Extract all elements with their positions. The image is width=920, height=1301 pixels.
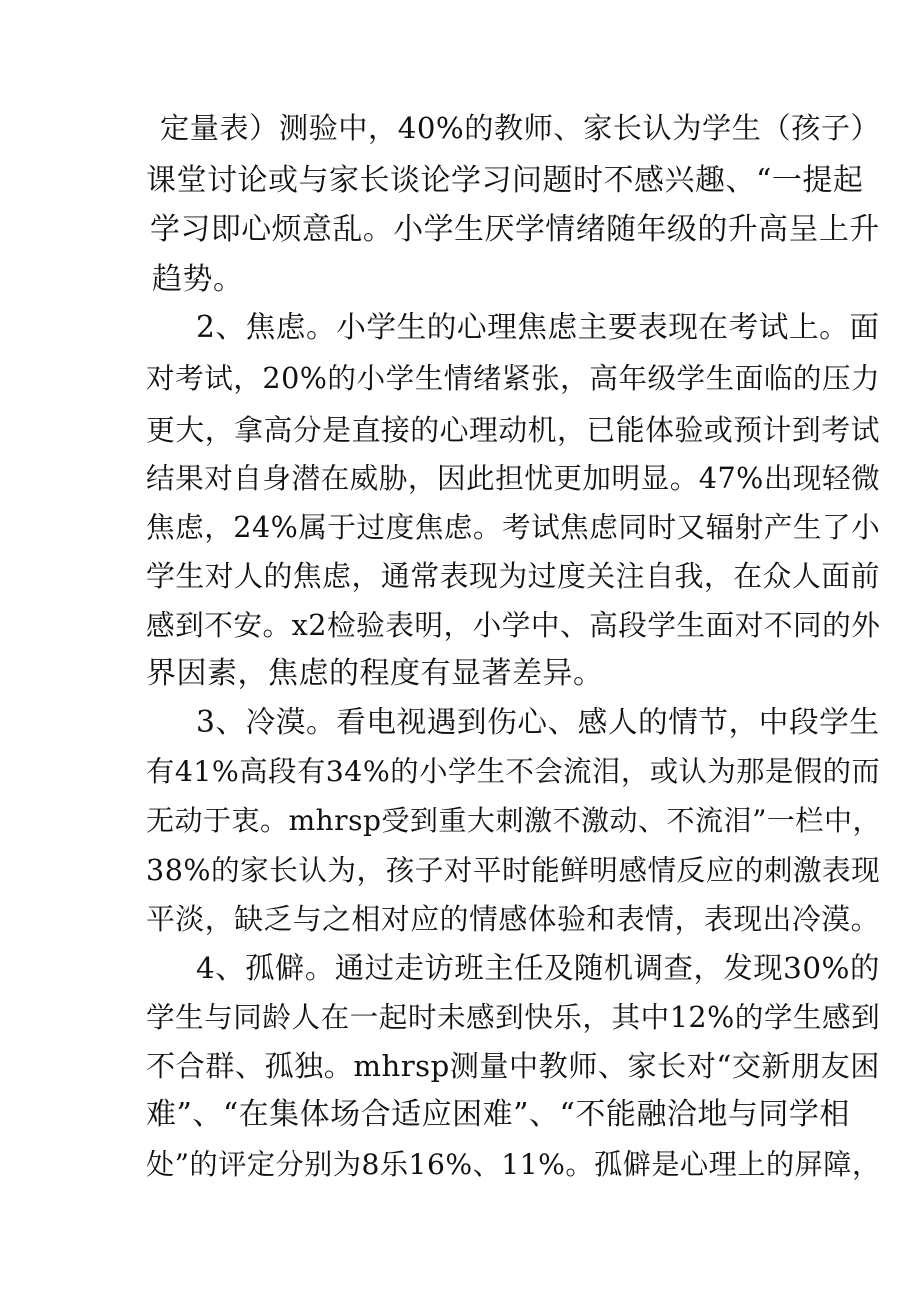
text-line: 界因素，焦虑的程度有显著差异。 (146, 656, 604, 691)
text-line: 3、冷漠。看电视遇到伤心、感人的情节，中段学生 (196, 705, 880, 740)
text-line: 有41%高段有34%的小学生不会流泪，或认为那是假的而 (146, 755, 881, 788)
text-line: 学生对人的焦虑，通常表现为过度关注自我，在众人面前 (146, 559, 880, 593)
text-line: 无动于衷。mhrsp受到重大刺激不激动、不流泪”一栏中， (146, 804, 881, 837)
text-line: 不合群、孤独。mhrsp测量中教师、家长对“交新朋友困 (146, 1049, 880, 1083)
text-line: 焦虑，24%属于过度焦虑。考试焦虑同时又辐射产生了小 (146, 510, 881, 544)
text-line: 平淡，缺乏与之相对应的情感体验和表情，表现出冷漠。 (146, 902, 880, 936)
text-line: 趋势。 (152, 262, 244, 297)
text-line: 感到不安。x2检验表明，小学中、高段学生面对不同的外 (146, 608, 881, 642)
text-line: 结果对自身潜在威胁，因此担忧更加明显。47%出现轻微 (146, 461, 881, 495)
text-line: 更大，拿高分是直接的心理动机，已能体验或预计到考试 (146, 413, 880, 447)
text-line: 课堂讨论或与家长谈论学习问题时不感兴趣、“一提起 (146, 163, 864, 198)
text-line: 定量表）测验中，40%的教师、家长认为学生（孩子） (160, 111, 881, 145)
text-line: 对考试，20%的小学生情绪紧张，高年级学生面临的压力 (146, 361, 881, 395)
text-line: 38%的家长认为，孩子对平时能鲜明感情反应的刺激表现 (146, 853, 881, 887)
text-line: 处”的评定分别为8乐16%、11%。孤僻是心理上的屏障， (146, 1148, 881, 1181)
text-line: 2、焦虑。小学生的心理焦虑主要表现在考试上。面 (196, 310, 880, 345)
text-line: 学生与同龄人在一起时未感到快乐，其中12%的学生感到 (146, 1000, 881, 1034)
text-line: 4、孤僻。通过走访班主任及随机调查，发现30%的 (196, 951, 880, 985)
text-line: 难”、“在集体场合适应困难”、“不能融洽地与同学相 (146, 1097, 850, 1132)
text-line: 学习即心烦意乱。小学生厌学情绪随年级的升高呈上升 (150, 212, 880, 247)
